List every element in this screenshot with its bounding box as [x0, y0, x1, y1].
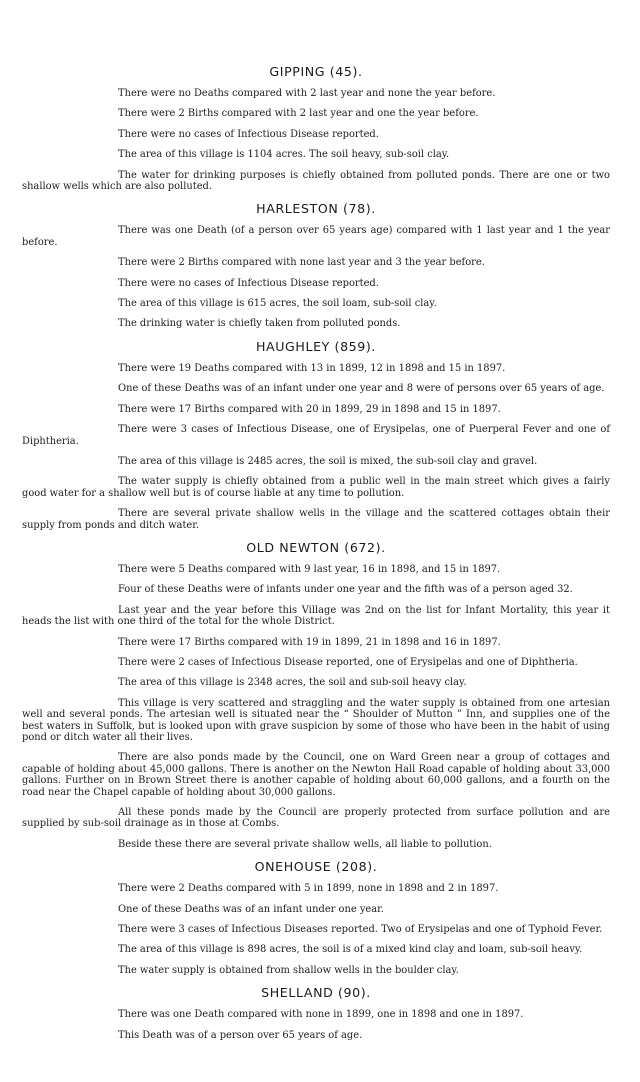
body-paragraph: There were 2 Births compared with 2 last year and one the year before. [118, 108, 479, 120]
village-section [22, 64, 610, 192]
body-paragraph: The drinking water is chiefly taken from polluted ponds. [118, 318, 401, 330]
village-section [22, 339, 610, 531]
body-paragraph: One of these Deaths was of an infant under one year and 8 were of persons over 65 years of age. [118, 383, 605, 395]
body-paragraph: The area of this village is 2485 acres, the soil is mixed, the sub-soil clay and gravel. [118, 455, 538, 467]
body-paragraph: There were no Deaths compared with 2 last year and none the year before. [118, 88, 496, 99]
body-paragraph: This village is very scattered and straggling and the water supply is obtained from one artesian well and several ponds. The artesian well is situated near the “ Shoulder of Mutton ” Inn, and supplies one of the best waters in Suffolk, but is looked upon with grave suspicion by some of those who have been in the habit of using pond or ditch water all their lives. [22, 697, 610, 743]
village-section [22, 859, 610, 976]
body-paragraph: The water supply is obtained from shallow wells in the boulder clay. [118, 964, 459, 976]
body-paragraph: The area of this village is 2348 acres, the soil and sub-soil heavy clay. [118, 677, 467, 689]
body-paragraph: The water for drinking purposes is chiefly obtained from polluted ponds. There are one or two shallow wells which are also polluted. [22, 169, 610, 193]
body-paragraph: There were 17 Births compared with 19 in 1899, 21 in 1898 and 16 in 1897. [118, 636, 501, 648]
body-paragraph: The area of this village is 898 acres, the soil is of a mixed kind clay and loam, sub-soil heavy. [118, 944, 583, 956]
body-paragraph: Last year and the year before this Village was 2nd on the list for Infant Mortality, this year it heads the list with one third of the total for the whole District. [22, 604, 610, 628]
body-paragraph: There were 2 Births compared with none last year and 3 the year before. [118, 257, 485, 269]
body-paragraph: There were no cases of Infectious Disease reported. [118, 277, 379, 289]
body-paragraph: There were 3 cases of Infectious Disease, one of Erysipelas, one of Puerperal Fever and one of Diphtheria. [22, 424, 610, 447]
body-paragraph: All these ponds made by the Council are properly protected from surface pollution and are supplied by sub-soil drainage as in those at Combs. [22, 807, 610, 830]
body-paragraph: There were 5 Deaths compared with 9 last year, 16 in 1898, and 15 in 1897. [118, 563, 501, 575]
body-paragraph: There were 17 Births compared with 20 in 1899, 29 in 1898 and 15 in 1897. [118, 403, 501, 415]
body-paragraph: There was one Death compared with none in 1899, one in 1898 and one in 1897. [118, 1009, 524, 1021]
section-heading: SHELLAND (90). [261, 985, 371, 1001]
village-section [22, 540, 610, 850]
section-heading: HARLESTON (78). [256, 201, 376, 217]
body-paragraph: There were 3 cases of Infectious Diseases reported. Two of Erysipelas and one of Typhoid Fever. [118, 924, 603, 936]
body-paragraph: There were 19 Deaths compared with 13 in 1899, 12 in 1898 and 15 in 1897. [118, 362, 506, 374]
body-paragraph: There were no cases of Infectious Disease reported. [118, 128, 379, 140]
village-section [22, 201, 610, 329]
body-paragraph: There were 2 Deaths compared with 5 in 1899, none in 1898 and 2 in 1897. [118, 883, 499, 895]
section-heading: ONEHOUSE (208). [254, 859, 378, 875]
body-paragraph: There are also ponds made by the Council, one on Ward Green near a group of cottages and capable of holding about 45,000 gallons. There is another on the Newton Hall Road capable of holding about 33,000 gallons. Further on in Brown Street there is another capable of holding about 60,000 gallons, and a fourth on the road near the Chapel capable of holding about 30,000 gallons. [22, 752, 610, 798]
body-paragraph: The water supply is chiefly obtained from a public well in the main street which gives a fairly good water for a shallow well but is of course liable at any time to pollution. [22, 476, 610, 499]
section-heading: GIPPING (45). [269, 64, 363, 79]
body-paragraph: There are several private shallow wells in the village and the scattered cottages obtain their supply from ponds and ditch water. [22, 508, 610, 531]
body-paragraph: The area of this village is 1104 acres. The soil heavy, sub-soil clay. [118, 149, 450, 161]
body-paragraph: There were 2 cases of Infectious Disease reported, one of Erysipelas and one of Diphtheria. [118, 656, 578, 668]
body-paragraph: The area of this village is 615 acres, the soil loam, sub-soil clay. [118, 298, 437, 310]
body-paragraph: There was one Death (of a person over 65 years age) compared with 1 last year and 1 the year before. [22, 225, 610, 248]
body-paragraph: One of these Deaths was of an infant under one year. [118, 903, 384, 915]
body-paragraph: Four of these Deaths were of infants under one year and the fifth was of a person aged 32. [118, 584, 573, 596]
section-heading: HAUGHLEY (859). [255, 338, 377, 354]
body-paragraph: This Death was of a person over 65 years of age. [118, 1029, 363, 1041]
section-heading: OLD NEWTON (672). [246, 539, 386, 555]
body-paragraph: Beside these there are several private shallow wells, all liable to pollution. [118, 838, 492, 850]
village-section [22, 985, 610, 1041]
